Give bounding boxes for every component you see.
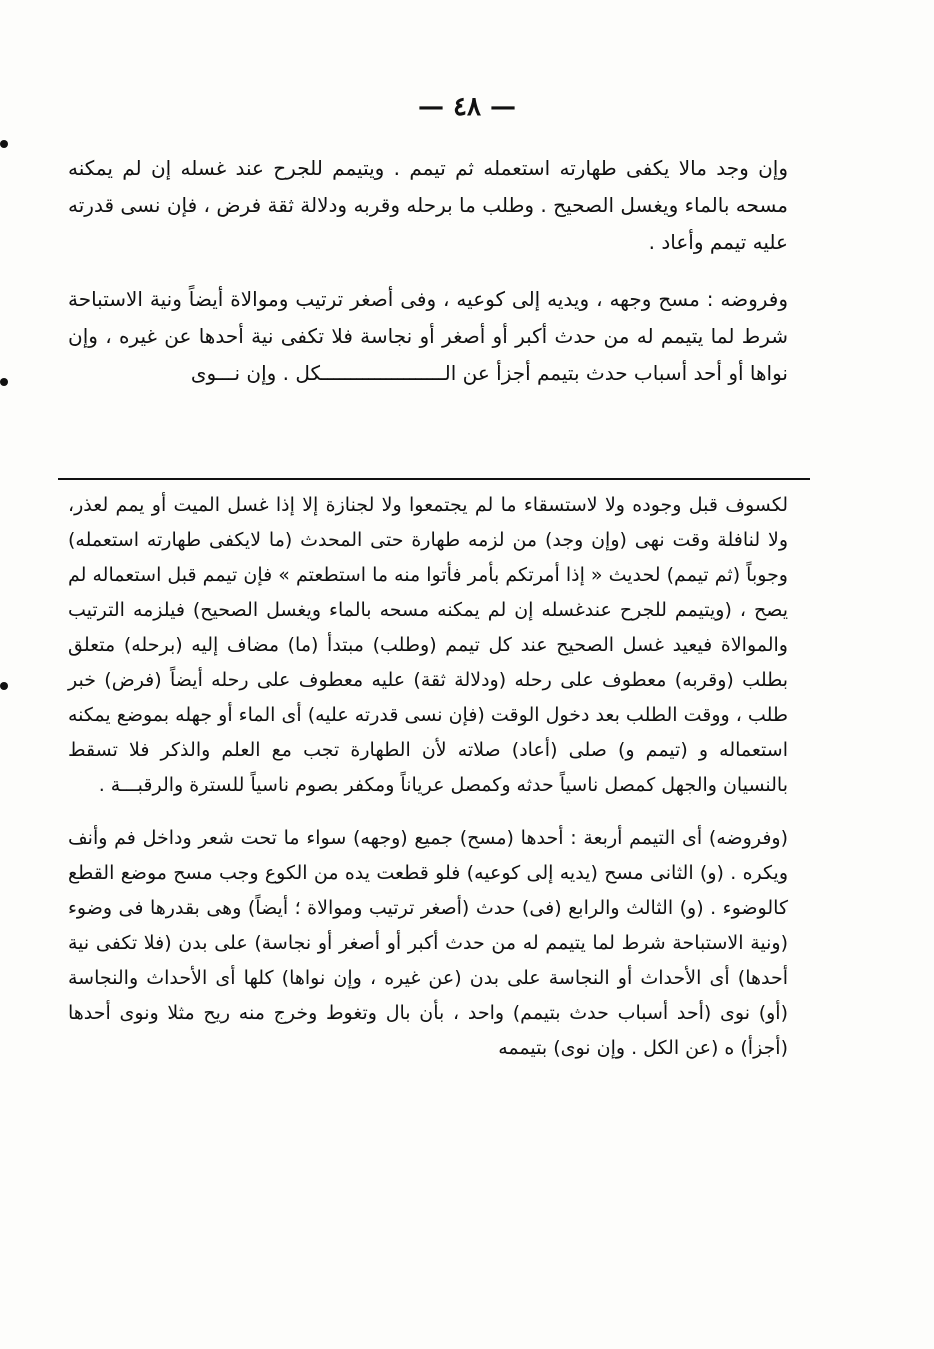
margin-dot-mark xyxy=(0,140,8,148)
commentary-text xyxy=(68,488,788,1066)
commentary-paragraph-1: لكسوف قبل وجوده ولا لاستسقاء ما لم يجتمعوا ولا لجنازة إلا إذا غسل الميت أو يمم لعذر، ولا لنافلة وقت نهى (وإن وجد) من لزمه طهارة حتى المحدث (ما لايكفى طهارته استعمله) وجوباً (ثم تيمم) لحديث « إذا أمرتكم بأمر فأتوا منه ما استطعتم » فإن تيمم قبل استعماله لم يصح ، (ويتيمم للجرح عندغسله إن لم يمكنه مسحه بالماء ويغسل الصحيح) فيلزمه الترتيب والموالاة فيعيد غسل الصحيح عند كل تيمم (وطلب) مبتدأ (ما) مضاف إليه (برحله) متعلق بطلب (وقربه) معطوف على رحله (ودلالة ثقة) عليه معطوف على رحله أيضاً (فرض) خبر طلب ، ووقت الطلب بعد دخول الوقت (فإن نسى قدرته عليه) أى الماء أو جهله بموضع يمكنه استعماله و (تيمم و) صلى (أعاد) صلاته لأن الطهارة تجب مع العلم والذكر فلا تسقط بالنسيان والجهل كمصل ناسياً حدثه وكمصل عرياناً ومكفر بصوم ناسياً للسترة والرقبـــة . xyxy=(68,494,788,796)
margin-dot-mark xyxy=(0,378,8,386)
main-text xyxy=(68,150,788,392)
section-divider xyxy=(58,478,810,480)
commentary-paragraph-2: (وفروضه) أى التيمم أربعة : أحدها (مسح) جميع (وجهه) سواء ما تحت شعر وداخل فم وأنف ويكره . (و) الثانى مسح (يديه إلى كوعيه) فلو قطعت يده من الكوع وجب مسح موضع القطع كالوضوء . (و) الثالث والرابع (فى) حدث (أصغر ترتيب وموالاة ؛ أيضاً) وهى بقدرها فى وضوء (ونية الاستباحة شرط لما يتيمم له من حدث أكبر أو أصغر أو نجاسة) على بدن (فلا تكفى نية أحدها) أى الأحداث أو النجاسة على بدن (عن غيره ، وإن نواها) كلها أى الأحداث والنجاسة (أو) نوى (أحد أسباب حدث بتيمم) واحد ، بأن بال وتغوط وخرج منه ريح مثلا ونوى أحدها (أجزأ) ه (عن الكل . وإن نوى) بتيممه xyxy=(68,827,788,1059)
main-text-paragraph-2: وفروضه : مسح وجهه ، ويديه إلى كوعيه ، وفى أصغر ترتيب وموالاة أيضاً ونية الاستباحة شرط لما يتيمم له من حدث أكبر أو أصغر أو نجاسة فلا تكفى نية أحدها عن غيره ، وإن نواها أو أحد أسباب حدث بتيمم أجزأ عن الـــــــــــــــــــــكل . وإن نـــوى xyxy=(68,287,788,385)
main-text-paragraph-1: وإن وجد مالا يكفى طهارته استعمله ثم تيمم . ويتيمم للجرح عند غسله إن لم يمكنه مسحه بالماء ويغسل الصحيح . وطلب ما برحله وقربه ودلالة ثقة فرض ، فإن نسى قدرته عليه تيمم وأعاد . xyxy=(68,156,788,254)
margin-dot-mark xyxy=(0,682,8,690)
page-number: — ٤٨ — xyxy=(417,92,517,122)
